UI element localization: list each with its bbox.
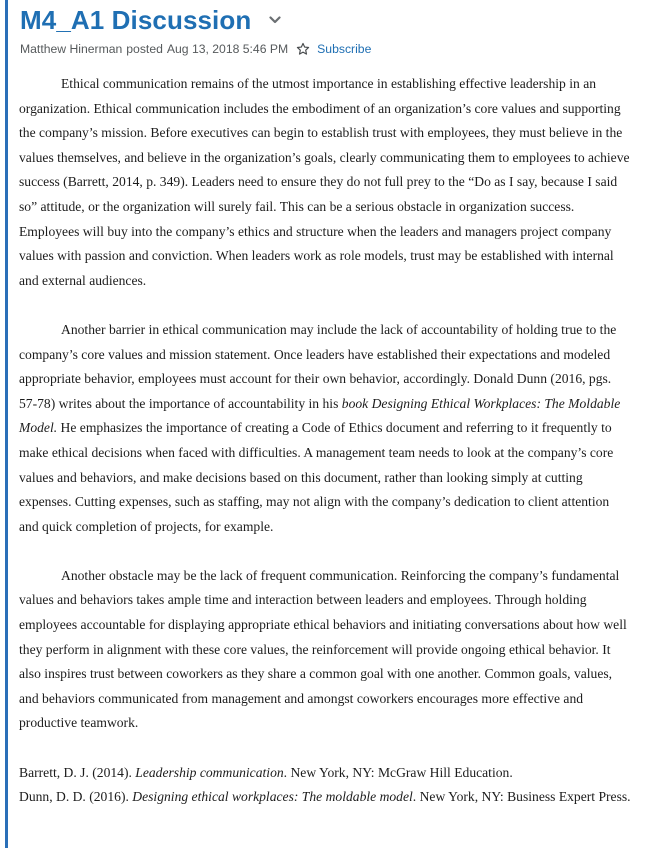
reference-publisher: . New York, NY: McGraw Hill Education. (283, 764, 513, 780)
paragraph-1: Ethical communication remains of the utmost importance in establishing effective leadership in an organization. Ethical communication includes the embodiment of an organization’s core values and supporting the company’s mission. Before executives can begin to establish trust with employees, they must believe in the values themselves, and believe in the organization’s goals, clearly communicating them to employees to achieve success (Barrett, 2014, p. 349). Leaders need to ensure they do not full prey to the “Do as I say, because I said so” attitude, or the organization will surely fail. This can be a serious obstacle in organization success. Employees will buy into the company’s ethics and structure when the leaders and managers project company values with passion and conviction. When leaders work as role models, trust may be established with internal and external audiences. (19, 76, 630, 288)
paragraph-2 (19, 318, 631, 539)
subscribe-link[interactable]: Subscribe (317, 42, 372, 56)
reference-item (19, 761, 631, 786)
posted-label: posted (126, 42, 163, 56)
chevron-down-icon[interactable] (269, 15, 281, 25)
reference-publisher: . New York, NY: Business Expert Press. (412, 789, 631, 805)
reference-author: Dunn, D. D. (2016). (19, 789, 133, 805)
reference-title: Designing ethical workplaces: The moldable model (132, 789, 413, 805)
post-header (20, 3, 640, 59)
post-left-border (5, 0, 8, 848)
post-meta (20, 39, 640, 59)
reference-item (19, 785, 631, 810)
post-body (19, 72, 631, 810)
paragraph-3: Another obstacle may be the lack of frequent communication. Reinforcing the company’s fundamental values and behaviors takes ample time and interaction between leaders and employees. Through holding employees accountable for displaying appropriate ethical behaviors and initiating conversations about how well they perform in alignment with these core values, the reinforcement will provide ongoing ethical behavior. It also inspires trust between coworkers as they share a common goal with one another. Common goals, values, and behaviors communicated from management and amongst coworkers encourages more effective and productive teamwork. (19, 567, 627, 731)
title-row (20, 3, 640, 37)
page-title: M4_A1 Discussion (20, 4, 252, 35)
paragraph-2-text-b: He emphasizes the importance of creating a Code of Ethics document and referring to it frequently to make ethical decisions when faced with difficulties. A management team needs to look at the company’s core values and behaviors, and make decisions based on this document, rather than looking simply at cutting expenses. Cutting expenses, such as staffing, may not align with the company’s dedication to client attention and quick completion of projects, for example. (19, 420, 614, 534)
paragraph-2-book-title: book Designing Ethical Workplaces: The Moldable Model. (19, 395, 621, 436)
star-icon[interactable] (296, 42, 310, 56)
paragraph-2-text-a: Another barrier in ethical communication may include the lack of accountability of holding true to the company’s core values and mission statement. Once leaders have established their expectations and modeled appropriate behavior, employees must account for their own behavior, accordingly. Donald Dunn (2016, pgs. 57-78) writes about the importance of accountability in his (19, 321, 617, 411)
post-date: Aug 13, 2018 5:46 PM (166, 42, 289, 56)
reference-title: Leadership communication (135, 764, 284, 780)
author-name: Matthew Hinerman (20, 42, 123, 56)
reference-author: Barrett, D. J. (2014). (19, 764, 136, 780)
references (19, 761, 631, 810)
